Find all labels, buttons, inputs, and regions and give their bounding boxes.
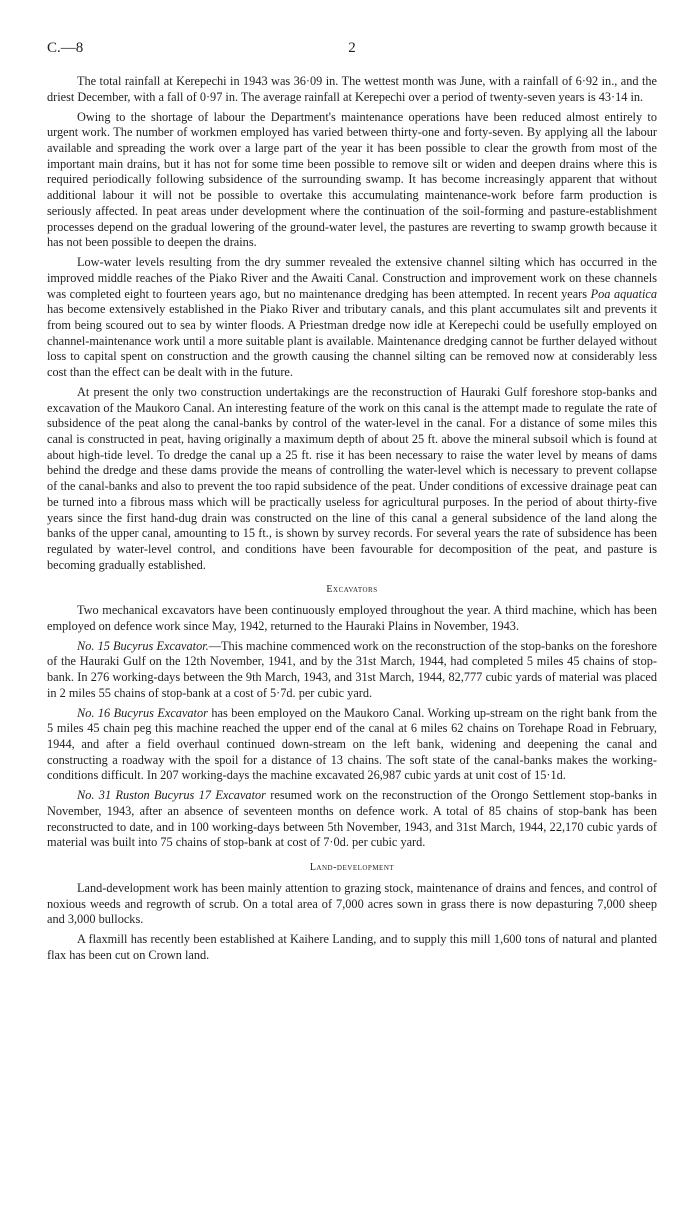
paragraph-excavator-no15 bbox=[47, 639, 657, 702]
paragraph-labour: Owing to the shortage of labour the Department's maintenance operations have been reduced almost entirely to urgent work. The number of workmen employed has varied between thirty-one and forty-seven. By applying all the labour available and spreading the work over a large part of the year it has been possible to clear the growth from most of the important main drains, but it has not for some time been possible to remove silt or widen and deepen drains where this is required periodically following subsidence of the surrounding swamp. It has become increasingly apparent that without additional labour it will not be possible to overtake this accumulating maintenance-work before farm production is seriously affected. In peat areas under development where the continuation of the soil-forming and pasture-establishment processes depend on the gradual lowering of the ground-water level, the pastures are reverting to swamp growth because it has not been possible to deepen the drains. bbox=[47, 109, 657, 250]
species-name: Poa aquatica bbox=[590, 286, 657, 301]
paragraph-excavator-no16 bbox=[47, 706, 657, 785]
silting-text-b: has become extensively established in the Piako River and tributary canals, and this plant accumulates silt and prevents it from being scoured out to sea by winter floods. A Priestman dredge now idle at Kerepechi could be usefully employed on channel-maintenance work until a more suitable plant is available. Maintenance dredging cannot be further delayed without loss to capital spent on construction and the growth causing the channel silting can be removed now at considerably less cost than the effect can be dealt with in the future. bbox=[47, 302, 657, 380]
document-code: C.—8 bbox=[47, 40, 84, 56]
paragraph-excavators-intro: Two mechanical excavators have been continuously employed throughout the year. A third machine, which has been employed on defence work since May, 1942, returned to the Hauraki Plains in November, 1943. bbox=[47, 603, 657, 633]
paragraph-construction: At present the only two construction undertakings are the reconstruction of Hauraki Gulf foreshore stop-banks and excavation of the Maukoro Canal. An interesting feature of the work on this canal is the attempt made to regulate the rate of subsidence of the peat along the canal-banks by control of the water-level in the canal. For a distance of some miles this canal is constructed in peat, having originally a maximum depth of about 25 ft. above the mineral subsoil which is found at about high-tide level. To dredge the canal up a 25 ft. rise it has been necessary to raise the water level by means of dams behind the dredge and these dams provide the means of controlling the water-level which is necessary to prevent collapse of the canal-banks and also to prevent the too rapid subsidence of the peat. Under conditions of excessive drainage peat can be turned into a fibrous mass which will be practically useless for agricultural purposes. In the period of about thirty-five years since the first hand-dug drain was constructed on the line of this canal a general subsidence of the land along the banks of the upper canal, amounting to 15 ft., is shown by survey records. For several years the rate of subsidence has been regulated by water-level control, and conditions have been favourable for decomposition of the peat, and pasture is becoming gradually established. bbox=[47, 384, 657, 572]
excavator-no15-title: No. 15 Bucyrus Excavator. bbox=[77, 638, 209, 653]
excavator-no31-title: No. 31 Ruston Bucyrus 17 Excavator bbox=[77, 788, 266, 803]
document-page bbox=[47, 38, 657, 968]
paragraph-silting bbox=[47, 255, 657, 381]
section-heading-excavators: Excavators bbox=[326, 584, 378, 596]
paragraph-land-development-1: Land-development work has been mainly attention to grazing stock, maintenance of drains and fences, and control of noxious weeds and regrowth of scrub. On a total area of 7,000 acres sown in grass there is now depasturing 7,000 sheep and 3,000 bullocks. bbox=[47, 880, 657, 927]
page-number: 2 bbox=[348, 40, 356, 56]
excavator-no16-text: has been employed on the Maukoro Canal. Working up-stream on the right bank from the 5 miles 45 chain peg this machine reached the upper end of the canal at 6 miles 62 chains on Torehape Road in February, 1944, and after a field overhaul continued down-stream on the left bank, widening and deepening the canal and constructing a roadway with the spoil for a distance of 13 chains. The soft state of the canal-banks makes the working-conditions difficult. In 207 working-days the machine excavated 26,987 cubic yards at unit cost of 15·1d. bbox=[47, 705, 657, 783]
excavator-no31-text: resumed work on the reconstruction of the Orongo Settlement stop-banks in November, 1943, after an absence of seventeen months on defence work. A total of 85 chains of stop-bank has been reconstructed to date, and in 100 working-days between 5th November, 1943, and 31st March, 1944, 22,170 cubic yards of material was built into 75 chains of stop-bank at cost of 7·0d. per cubic yard. bbox=[47, 788, 657, 850]
section-heading-land-development: Land-development bbox=[309, 862, 395, 874]
paragraph-land-development-2: A flaxmill has recently been established at Kaihere Landing, and to supply this mill 1,600 tons of natural and planted flax has been cut on Crown land. bbox=[47, 932, 657, 962]
paragraph-rainfall: The total rainfall at Kerepechi in 1943 was 36·09 in. The wettest month was June, with a rainfall of 6·92 in., and the driest December, with a fall of 0·97 in. The average rainfall at Kerepechi over a period of twenty-seven years is 43·14 in. bbox=[47, 74, 657, 104]
page-header bbox=[47, 38, 657, 58]
excavator-no15-text: —This machine commenced work on the reconstruction of the stop-banks on the foreshore of the Hauraki Gulf on the 12th November, 1941, and by the 31st March, 1944, had completed 5 miles 45 chains of stop-bank. In 276 working-days between the 9th March, 1943, and 31st March, 1944, 82,777 cubic yards of material was placed in 2 miles 55 chains of stop-bank at a cost of 5·7d. per cubic yard. bbox=[47, 638, 657, 700]
excavator-no16-title: No. 16 Bucyrus Excavator bbox=[77, 705, 208, 720]
silting-text-a: Low-water levels resulting from the dry summer revealed the extensive channel silting which has occurred in the improved middle reaches of the Piako River and the Awaiti Canal. Construction and improvement work on these channels was completed eight to fourteen years ago, but no maintenance dredging has been attempted. In recent years bbox=[47, 255, 657, 301]
paragraph-excavator-no31 bbox=[47, 788, 657, 851]
